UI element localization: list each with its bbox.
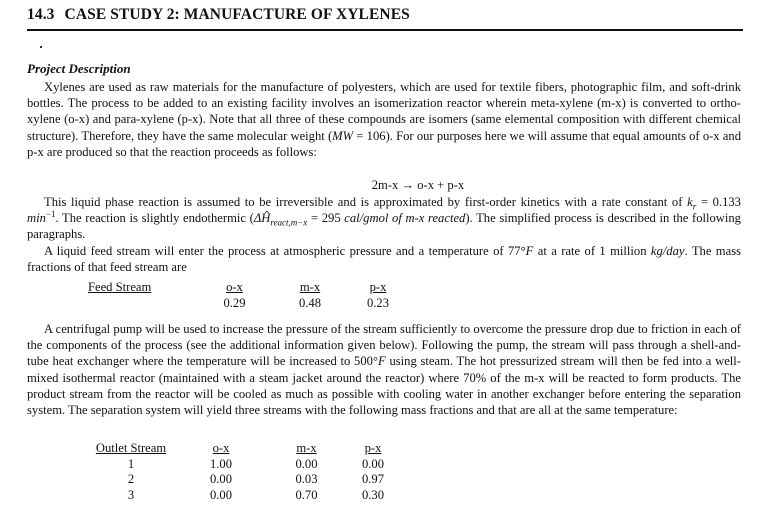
table-cell: 0.00 [209, 487, 233, 502]
table-cell: 1 [127, 456, 135, 471]
section-heading [27, 6, 741, 24]
table-header-row [88, 280, 404, 296]
table-cell: 3 [127, 487, 135, 502]
table-row [88, 488, 401, 504]
equation-arrow: → [401, 178, 415, 192]
table-cell: 0.23 [366, 295, 390, 310]
table-header-cell: o-x [226, 280, 243, 294]
section-number: 14.3 [27, 6, 55, 23]
feed-stream-table [88, 280, 404, 311]
table-cell [88, 296, 201, 312]
table-cell: 0.70 [295, 487, 318, 502]
heading-rule [27, 29, 743, 31]
paragraph-feed: A liquid feed stream will enter the process at atmospheric pressure and a temperature of 77°F at a rate of 1 million kg/day. The mass fractions of that feed stream are [27, 244, 741, 275]
paragraph-kinetics: This liquid phase reaction is assumed to be irreversible and is approximated by first-order kinetics with a rate constant of $k_r = 0.133$ $\min^{-1}$. The reaction is slightly endothermic ($\Delta Ĥ_{react,m-x} = 295$ cal/gmol of m-x reacted). The simplified process is described in the following paragraphs. [27, 195, 741, 242]
reaction-equation [0, 178, 781, 193]
table-cell: 0.03 [295, 472, 318, 486]
table-cell: 1.00 [209, 456, 233, 471]
section-title: CASE STUDY 2: MANUFACTURE OF XYLENES [64, 6, 410, 23]
table-cell: 0.00 [209, 472, 233, 486]
stray-mark [40, 46, 42, 48]
outlet-stream-table [88, 441, 401, 503]
table-cell: 0.00 [361, 456, 385, 471]
table-cell: 0.48 [298, 295, 322, 310]
table-cell: 0.30 [361, 487, 385, 502]
table-cell: 0.00 [295, 456, 318, 471]
paragraph-intro: Xylenes are used as raw materials for the manufacture of polyesters, which are used for textile fibers, photographic film, and soft-drink bottles. The process to be added to an existing facility involves an isomerization reactor wherein meta-xylene (m-x) is converted to ortho-xylene (o-x) and para-xylene (p-x). Note that all three of these compounds are isomers (same elemental composition with different chemical structure). Therefore, they have the same molecular weight (MW = 106). For our purposes here we will assume that equal amounts of o-x and p-x are produced so that the reaction proceeds as follows: [27, 80, 741, 159]
table-header-cell: o-x [212, 441, 230, 455]
table-header-cell: Feed Stream [88, 280, 152, 294]
table-cell: 2 [127, 472, 135, 486]
table-header-row [88, 441, 401, 457]
table-header-cell: p-x [364, 441, 382, 455]
table-cell: 0.97 [361, 472, 385, 486]
table-header-cell: p-x [369, 280, 387, 294]
table-row [88, 457, 401, 473]
equation-lhs: 2m-x [371, 178, 399, 192]
equation-rhs: o-x + p-x [417, 178, 465, 192]
project-description-heading: Project Description [27, 61, 131, 76]
table-cell: 0.29 [223, 295, 246, 310]
table-header-cell: m-x [296, 441, 317, 455]
table-header-cell: Outlet Stream [95, 441, 167, 455]
table-row [88, 296, 404, 312]
table-row [88, 472, 401, 488]
table-header-cell: m-x [299, 280, 321, 294]
paragraph-process: A centrifugal pump will be used to increase the pressure of the stream sufficiently to overcome the pressure drop due to friction in each of the components of the process (see the additional information given below). Following the pump, the stream will pass through a shell-and-tube heat exchanger where the temperature will be increased to 500°F using steam. The hot pressurized stream will then be fed into a well-mixed isothermal reactor (maintained with a steam jacket around the reactor) where 70% of the m-x will be reacted to form products. The product stream from the reactor will be cooled as much as possible with cooling water in another exchanger before entering the separation system. The separation system will yield three streams with the following mass fractions and that are all at the same temperature: [27, 322, 742, 418]
